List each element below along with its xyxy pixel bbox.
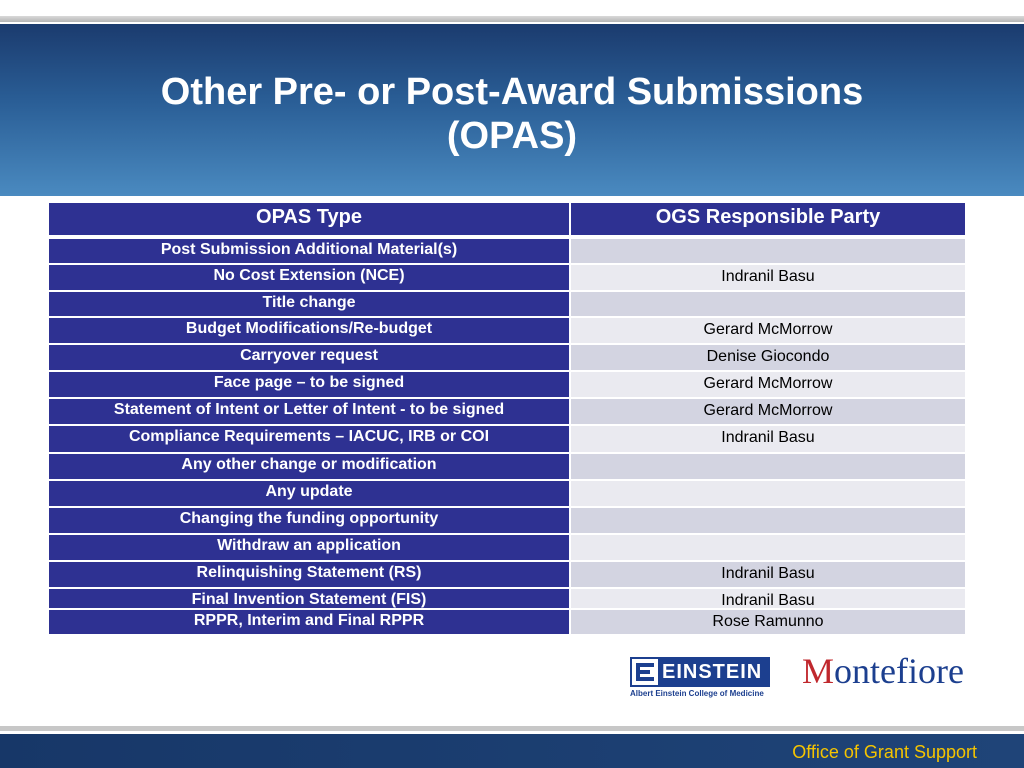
opas-type-cell: Post Submission Additional Material(s) bbox=[49, 239, 571, 265]
montefiore-initial: M bbox=[802, 651, 835, 691]
einstein-logo bbox=[630, 657, 772, 699]
montefiore-wordmark: ontefiore bbox=[834, 651, 964, 691]
responsible-party-cell: Gerard McMorrow bbox=[571, 318, 965, 345]
einstein-wordmark: EINSTEIN bbox=[662, 661, 763, 683]
opas-type-cell: Face page – to be signed bbox=[49, 372, 571, 399]
table-row bbox=[49, 454, 965, 481]
opas-type-cell: Carryover request bbox=[49, 345, 571, 372]
table-row bbox=[49, 535, 965, 562]
opas-table bbox=[49, 203, 965, 636]
table-row bbox=[49, 318, 965, 345]
montefiore-logo bbox=[802, 650, 964, 692]
responsible-party-cell: Denise Giocondo bbox=[571, 345, 965, 372]
responsible-party-cell bbox=[571, 292, 965, 318]
responsible-party-cell: Indranil Basu bbox=[571, 265, 965, 292]
responsible-party-cell: Indranil Basu bbox=[571, 426, 965, 454]
table-row bbox=[49, 508, 965, 535]
responsible-party-cell bbox=[571, 481, 965, 508]
top-divider bbox=[0, 16, 1024, 22]
opas-type-cell: No Cost Extension (NCE) bbox=[49, 265, 571, 292]
table-row bbox=[49, 239, 965, 265]
opas-type-cell: RPPR, Interim and Final RPPR bbox=[49, 610, 571, 636]
opas-type-cell: Budget Modifications/Re-budget bbox=[49, 318, 571, 345]
table-row bbox=[49, 481, 965, 508]
responsible-party-cell: Rose Ramunno bbox=[571, 610, 965, 636]
opas-type-cell: Title change bbox=[49, 292, 571, 318]
table-header-row bbox=[49, 203, 965, 239]
opas-type-cell: Relinquishing Statement (RS) bbox=[49, 562, 571, 589]
responsible-party-cell: Indranil Basu bbox=[571, 562, 965, 589]
responsible-party-cell bbox=[571, 454, 965, 481]
einstein-logo-box bbox=[630, 657, 770, 687]
responsible-party-cell: Gerard McMorrow bbox=[571, 399, 965, 426]
opas-type-cell: Any update bbox=[49, 481, 571, 508]
opas-type-cell: Compliance Requirements – IACUC, IRB or COI bbox=[49, 426, 571, 454]
slide-title-line2: (OPAS) bbox=[446, 115, 578, 157]
table-row bbox=[49, 372, 965, 399]
table-row bbox=[49, 399, 965, 426]
einstein-e-icon bbox=[632, 659, 658, 685]
responsible-party-cell: Indranil Basu bbox=[571, 589, 965, 610]
responsible-party-cell bbox=[571, 535, 965, 562]
header-responsible-party: OGS Responsible Party bbox=[571, 203, 965, 237]
table-row bbox=[49, 610, 965, 636]
opas-type-cell: Final Invention Statement (FIS) bbox=[49, 589, 571, 610]
header-opas-type: OPAS Type bbox=[49, 203, 571, 237]
table-row bbox=[49, 292, 965, 318]
table-row bbox=[49, 589, 965, 610]
opas-type-cell: Statement of Intent or Letter of Intent - to be signed bbox=[49, 399, 571, 426]
einstein-subtitle: Albert Einstein College of Medicine bbox=[630, 689, 764, 698]
table-row bbox=[49, 426, 965, 454]
responsible-party-cell: Gerard McMorrow bbox=[571, 372, 965, 399]
table-row bbox=[49, 265, 965, 292]
opas-type-cell: Withdraw an application bbox=[49, 535, 571, 562]
bottom-divider bbox=[0, 726, 1024, 731]
opas-type-cell: Changing the funding opportunity bbox=[49, 508, 571, 535]
table-row bbox=[49, 562, 965, 589]
table-row bbox=[49, 345, 965, 372]
footer-label: Office of Grant Support bbox=[792, 742, 977, 762]
slide-title bbox=[0, 70, 1024, 158]
responsible-party-cell bbox=[571, 239, 965, 265]
opas-type-cell: Any other change or modification bbox=[49, 454, 571, 481]
slide-title-line1: Other Pre- or Post-Award Submissions bbox=[160, 71, 864, 113]
responsible-party-cell bbox=[571, 508, 965, 535]
